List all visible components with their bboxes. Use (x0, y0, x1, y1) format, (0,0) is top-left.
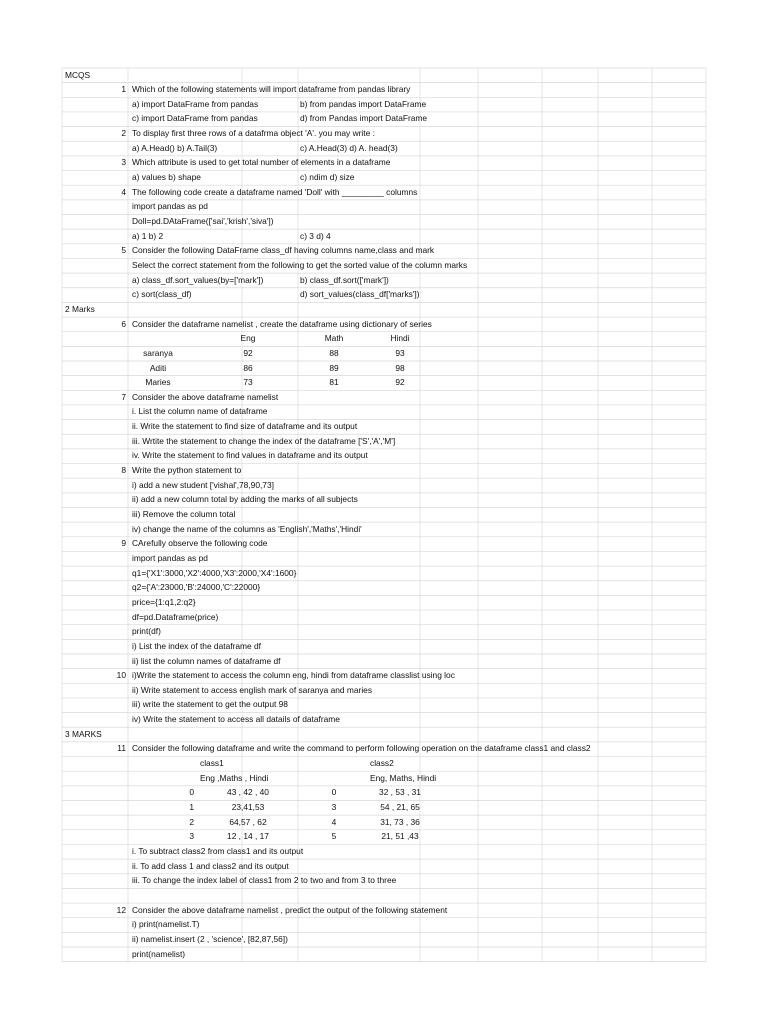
cell-b-row-33: 9 (121, 538, 126, 549)
cell-h-row-52: 31, 73 , 36 (380, 816, 420, 827)
cell-c-row-8: a) values b) shape (132, 172, 201, 183)
cell-c-row-35: q1={'X1':3000,'X2':4000,'X3':2000,'X4':1600} (132, 567, 297, 578)
cell-c-row-29: i) add a new student ['vishal',78,90,73] (132, 479, 274, 490)
cell-c-row-36: q2={'A':23000,'B':24000,'C':22000} (132, 582, 261, 593)
cell-c-row-59: i) print(namelist.T) (132, 919, 200, 930)
cell-g-row-50: 0 (331, 787, 337, 798)
cell-c-row-61: print(namelist) (132, 948, 186, 959)
cell-h-row-21: 98 (395, 362, 405, 373)
cell-h-row-50: 32 , 53 , 31 (379, 787, 421, 798)
cell-h-row-16: d) sort_values(class_df['marks']) (300, 289, 420, 300)
cell-c-row-21: Aditi (149, 362, 167, 373)
cell-c-row-28: Write the python statement to (132, 465, 242, 476)
cell-d-row-50: 0 (189, 787, 194, 798)
cell-g-row-51: 3 (331, 802, 337, 812)
cell-c-row-47: Consider the following dataframe and write the command to perform following operation on the dataframe class1 and class2 (132, 743, 591, 754)
cell-g-row-21: 89 (329, 362, 339, 373)
cell-b-row-42: 10 (116, 670, 126, 681)
cell-e-row-53: 12 , 14 , 17 (227, 831, 269, 842)
cell-a-row-17: 2 Marks (65, 303, 95, 314)
cell-d-row-53: 3 (189, 831, 194, 842)
cell-c-row-44: iii) write the statement to get the output 98 (132, 699, 288, 710)
cell-e-row-52: 64,57 , 62 (229, 816, 267, 827)
cell-h-row-12: c) 3 d) 4 (300, 230, 331, 241)
cell-c-row-15: a) class_df.sort_values(by=['mark']) (132, 274, 264, 285)
cell-c-row-58: Consider the above dataframe namelist , predict the output of the following statement (132, 904, 448, 915)
cell-h-row-3: b) from pandas import DataFrame (300, 98, 427, 109)
cell-c-row-38: df=pd.Dataframe(price) (132, 611, 219, 622)
cell-c-row-5: To display first three rows of a datafrma object 'A'. you may write : (132, 128, 375, 139)
cell-c-row-4: c) import DataFrame from pandas (132, 113, 258, 124)
cell-b-row-2: 1 (121, 84, 126, 95)
cell-e-row-51: 23,41,53 (231, 802, 265, 812)
cell-a-row-46: 3 MARKS (65, 728, 102, 739)
cell-c-row-7: Which attribute is used to get total number of elements in a dataframe (132, 157, 391, 168)
cell-e-row-48: class1 (200, 758, 224, 769)
cell-b-row-28: 8 (121, 465, 126, 476)
cell-h-row-8: c) ndim d) size (300, 172, 355, 183)
cell-b-row-18: 6 (121, 318, 126, 329)
cell-b-row-9: 4 (121, 186, 126, 197)
cell-e-row-19: Eng (240, 333, 256, 344)
cell-c-row-45: iv) Write the statement to access all datails of dataframe (132, 714, 340, 725)
cell-c-row-26: iii. Wrtite the statement to change the index of the dataframe ['S','A','M'] (132, 435, 396, 446)
cell-d-row-51: 1 (189, 802, 194, 812)
cell-e-row-21: 86 (243, 362, 253, 373)
cell-h-row-19: Hindi (390, 333, 410, 344)
cell-c-row-42: i)Write the statement to access the column eng, hindi from dataframe classlist using loc (132, 670, 455, 681)
cell-h-row-20: 93 (395, 347, 405, 358)
cell-c-row-18: Consider the dataframe namelist , create the dataframe using dictionary of series (132, 318, 432, 329)
cell-c-row-16: c) sort(class_df) (132, 289, 192, 300)
cell-h-row-15: b) class_df.sort(['mark']) (300, 274, 389, 285)
cell-c-row-39: print(df) (132, 626, 161, 637)
cell-c-row-27: iv. Write the statement to find values in dataframe and its output (132, 450, 368, 461)
cell-h-row-4: d) from Pandas import DataFrame (300, 113, 428, 124)
cell-c-row-24: i. List the column name of dataframe (132, 406, 268, 417)
cell-c-row-20: saranya (143, 347, 173, 358)
cell-c-row-37: price={1:q1,2:q2} (132, 596, 196, 607)
cell-b-row-58: 12 (116, 904, 126, 915)
cell-g-row-22: 81 (329, 377, 339, 388)
cell-c-row-10: import pandas as pd (132, 201, 208, 212)
cell-c-row-54: i. To subtract class2 from class1 and its output (132, 845, 304, 856)
cell-b-row-7: 3 (121, 157, 126, 168)
cell-c-row-11: Doll=pd.DAtaFrame(['sai','krish','siva']) (132, 216, 274, 226)
cell-d-row-52: 2 (189, 816, 194, 827)
cell-c-row-34: import pandas as pd (132, 552, 208, 563)
cell-c-row-32: iv) change the name of the columns as 'English','Maths','Hindi' (132, 523, 362, 534)
cell-h-row-49: Eng, Maths, Hindi (370, 772, 437, 783)
cell-c-row-40: i) List the index of the dataframe df (132, 640, 261, 651)
cell-a-row-1: MCQS (65, 69, 91, 80)
cell-b-row-13: 5 (121, 245, 126, 256)
cell-c-row-13: Consider the following DataFrame class_df having columns name,class and mark (132, 245, 435, 256)
cell-h-row-22: 92 (395, 377, 405, 388)
cell-c-row-30: ii) add a new column total by adding the marks of all subjects (132, 494, 358, 505)
cell-g-row-20: 88 (329, 347, 339, 358)
cell-h-row-51: 54 , 21, 65 (380, 802, 420, 812)
cell-c-row-25: ii. Write the statement to find size of dataframe and its output (132, 421, 358, 432)
cell-c-row-31: iii) Remove the column total (132, 509, 236, 519)
cell-c-row-41: ii) list the column names of dataframe df (132, 655, 281, 666)
cell-b-row-47: 11 (117, 743, 126, 754)
cell-c-row-23: Consider the above dataframe namelist (132, 391, 279, 402)
cell-c-row-3: a) import DataFrame from pandas (132, 98, 259, 109)
cell-g-row-52: 4 (331, 816, 337, 827)
cell-h-row-6: c) A.Head(3) d) A. head(3) (300, 142, 398, 153)
cell-g-row-19: Math (324, 333, 344, 344)
cell-h-row-53: 21, 51 ,43 (381, 831, 419, 842)
cell-e-row-20: 92 (243, 347, 253, 358)
cell-c-row-33: CArefully observe the following code (132, 538, 268, 549)
cell-b-row-23: 7 (121, 391, 126, 402)
cell-h-row-48: class2 (370, 758, 394, 769)
cell-c-row-9: The following code create a dataframe named 'Doll' with _________ columns (132, 186, 418, 197)
cell-c-row-22: Maries (145, 377, 171, 388)
cell-e-row-49: Eng ,Maths , Hindi (200, 772, 269, 783)
cell-c-row-55: ii. To add class 1 and class2 and its output (132, 860, 289, 871)
cell-c-row-12: a) 1 b) 2 (132, 230, 164, 241)
cell-g-row-53: 5 (331, 831, 337, 842)
cell-c-row-60: ii) namelist.insert (2 , 'science', [82,87,56]) (132, 933, 288, 944)
cell-c-row-2: Which of the following statements will import dataframe from pandas library (132, 84, 411, 95)
cell-e-row-50: 43 , 42 , 40 (227, 787, 269, 798)
cell-b-row-5: 2 (121, 128, 126, 139)
cell-c-row-14: Select the correct statement from the following to get the sorted value of the column marks (132, 259, 468, 270)
cell-e-row-22: 73 (243, 377, 253, 388)
cell-c-row-6: a) A.Head() b) A.Tail(3) (132, 142, 218, 153)
cell-c-row-43: ii) Write statement to access english mark of saranya and maries (132, 684, 373, 695)
cell-c-row-56: iii. To change the index label of class1 from 2 to two and from 3 to three (132, 875, 397, 886)
